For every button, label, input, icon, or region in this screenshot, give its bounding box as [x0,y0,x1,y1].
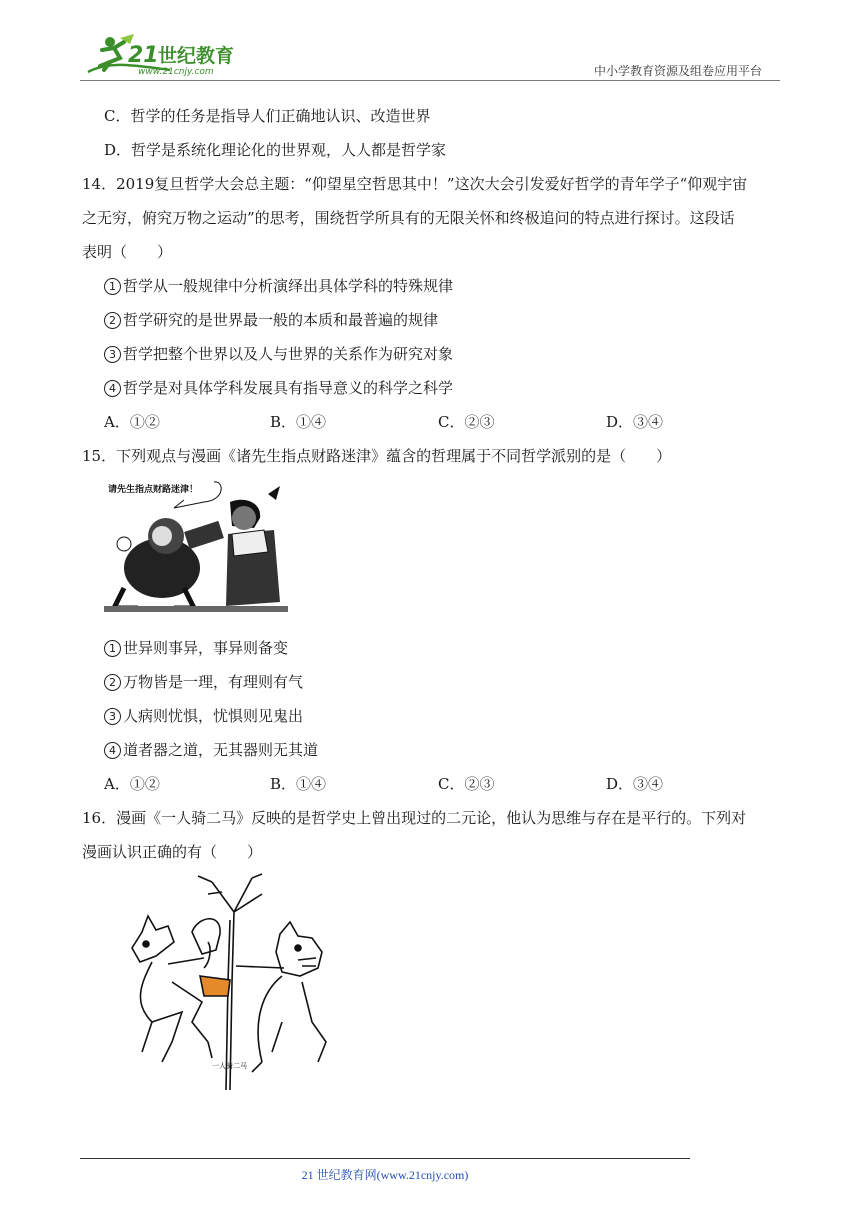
q14-item: 2 哲学研究的是世界最一般的本质和最普遍的规律 [104,310,438,330]
q15-cartoon-image [104,478,288,612]
q14-stem-line2: 之无穷，俯究万物之运动”的思考，围绕哲学所具有的无限关怀和终极追问的特点进行探讨。这段话 [82,209,735,227]
q15-cartoon-caption: 请先生指点财路迷津！ [108,485,199,495]
q15-choice-a[interactable]: A．①② [104,775,160,793]
q14-choice-d[interactable]: D．③④ [606,413,664,431]
q13-option-c: C．哲学的任务是指导人们正确地认识、改造世界 [104,107,431,125]
header-platform-text: 中小学教育资源及组卷应用平台 [594,64,763,78]
site-logo [80,30,250,80]
q14-choice-c[interactable]: C．②③ [438,413,495,431]
header-divider [80,80,780,81]
footer-divider [80,1158,690,1159]
svg-text:www.21cnjy.com: www.21cnjy.com [138,67,214,77]
q15-choice-b[interactable]: B．①④ [270,775,327,793]
q14-item: 3 哲学把整个世界以及人与世界的关系作为研究对象 [104,344,453,364]
q16-stem-line1: 16．漫画《一人骑二马》反映的是哲学史上曾出现过的二元论，他认为思维与存在是平行的。下列对 [82,809,747,827]
q14-item: 1 哲学从一般规律中分析演绎出具体学科的特殊规律 [104,276,453,296]
q15-item: 1 世异则事异，事异则备变 [104,638,288,658]
q14-choice-b[interactable]: B．①④ [270,413,327,431]
q14-choice-a[interactable]: A．①② [104,413,160,431]
footer-link[interactable]: 21 世纪教育网(www.21cnjy.com) [301,1168,469,1182]
q15-item: 4 道者器之道，无其器则无其道 [104,740,318,760]
q14-stem-line3: 表明（ ） [82,243,173,261]
q15-item: 3 人病则忧惧，忧惧则见鬼出 [104,706,303,726]
svg-text:一人骑二马: 一人骑二马 [212,1062,247,1070]
q16-stem-line2: 漫画认识正确的有（ ） [82,843,263,861]
q14-item: 4 哲学是对具体学科发展具有指导意义的科学之科学 [104,378,453,398]
q15-choice-c[interactable]: C．②③ [438,775,495,793]
q15-item: 2 万物皆是一理，有理则有气 [104,672,303,692]
q15-stem-line1: 15．下列观点与漫画《诸先生指点财路迷津》蕴含的哲理属于不同哲学派别的是（ ） [82,447,672,465]
q13-option-d: D．哲学是系统化理论化的世界观，人人都是哲学家 [104,141,447,159]
q14-stem-line1: 14．2019复旦哲学大会总主题：“仰望星空哲思其中！”这次大会引发爱好哲学的青年学子“仰观宇宙 [82,175,748,193]
svg-text:21: 21 [128,43,159,68]
q15-choice-d[interactable]: D．③④ [606,775,664,793]
svg-text:世纪教育: 世纪教育 [158,45,235,67]
q16-cartoon-image [112,872,344,1092]
